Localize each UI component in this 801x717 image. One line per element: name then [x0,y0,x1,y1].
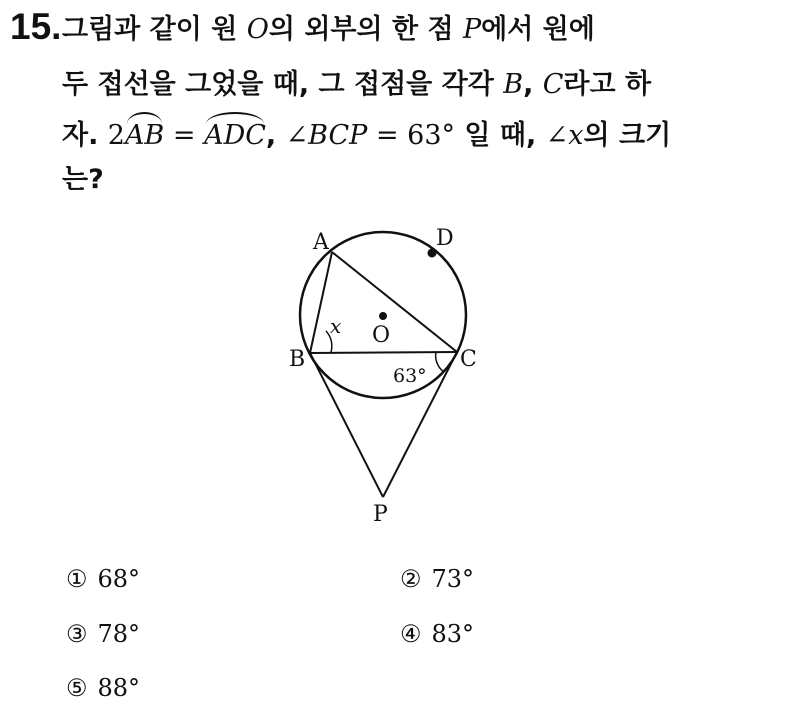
segment-BC [310,352,457,353]
choice-value-5: 88° [97,674,141,702]
tangent-BP [310,353,383,497]
math-x: x [568,120,584,151]
angle-BCP: ∠BCP [285,120,368,151]
math-equals: = [367,120,408,151]
arc-ADC: ADC [204,110,266,158]
text-segment: 의 외부의 한 점 [268,14,463,45]
text-segment: 그림과 같이 원 [62,14,247,45]
text-segment: 일 때, [455,120,546,151]
label-A: A [313,230,329,255]
label-P: P [373,502,388,527]
choice-value-4: 83° [431,620,475,648]
choice-5[interactable] [66,672,140,704]
choice-number-4: ④ [400,620,422,648]
label-O: O [372,323,391,348]
text-segment: 두 접선을 그었을 때, 그 접점을 각각 [62,69,504,100]
segment-AB [310,252,332,353]
segment-AC [332,252,457,352]
text-segment: 는? [62,164,104,195]
math-equals: = [164,120,205,151]
text-segment: , [523,69,543,100]
label-x: x [330,314,342,338]
arc-AB: AB [125,110,164,158]
label-B: B [289,347,306,372]
choice-4[interactable] [400,618,474,650]
choice-1[interactable] [66,563,140,595]
choice-number-1: ① [66,565,88,593]
text-segment: 라고 하 [563,69,652,100]
choice-number-2: ② [400,565,422,593]
choice-number-5: ⑤ [66,674,88,702]
label-C: C [460,347,477,372]
text-segment: 의 크기 [583,120,672,151]
question-number: 15. [10,6,62,47]
math-coefficient: 2 [107,120,125,151]
label-63: 63° [393,365,427,387]
text-segment: , [265,120,286,151]
math-O: O [246,14,269,45]
choice-number-3: ③ [66,620,88,648]
choice-3[interactable] [66,618,140,650]
choice-value-3: 78° [97,620,141,648]
math-B: B [503,69,524,100]
text-segment: 자. [62,120,108,151]
math-C: C [542,69,564,100]
label-D: D [436,226,454,251]
choice-2[interactable] [400,563,474,595]
point-O [379,312,387,320]
text-segment: 에서 원에 [481,14,595,45]
choice-value-1: 68° [97,565,141,593]
math-P: P [462,14,482,45]
choice-value-2: 73° [431,565,475,593]
angle-value: 63° [407,120,456,151]
angle-arc-63 [436,352,444,372]
angle-symbol: ∠ [545,120,569,151]
